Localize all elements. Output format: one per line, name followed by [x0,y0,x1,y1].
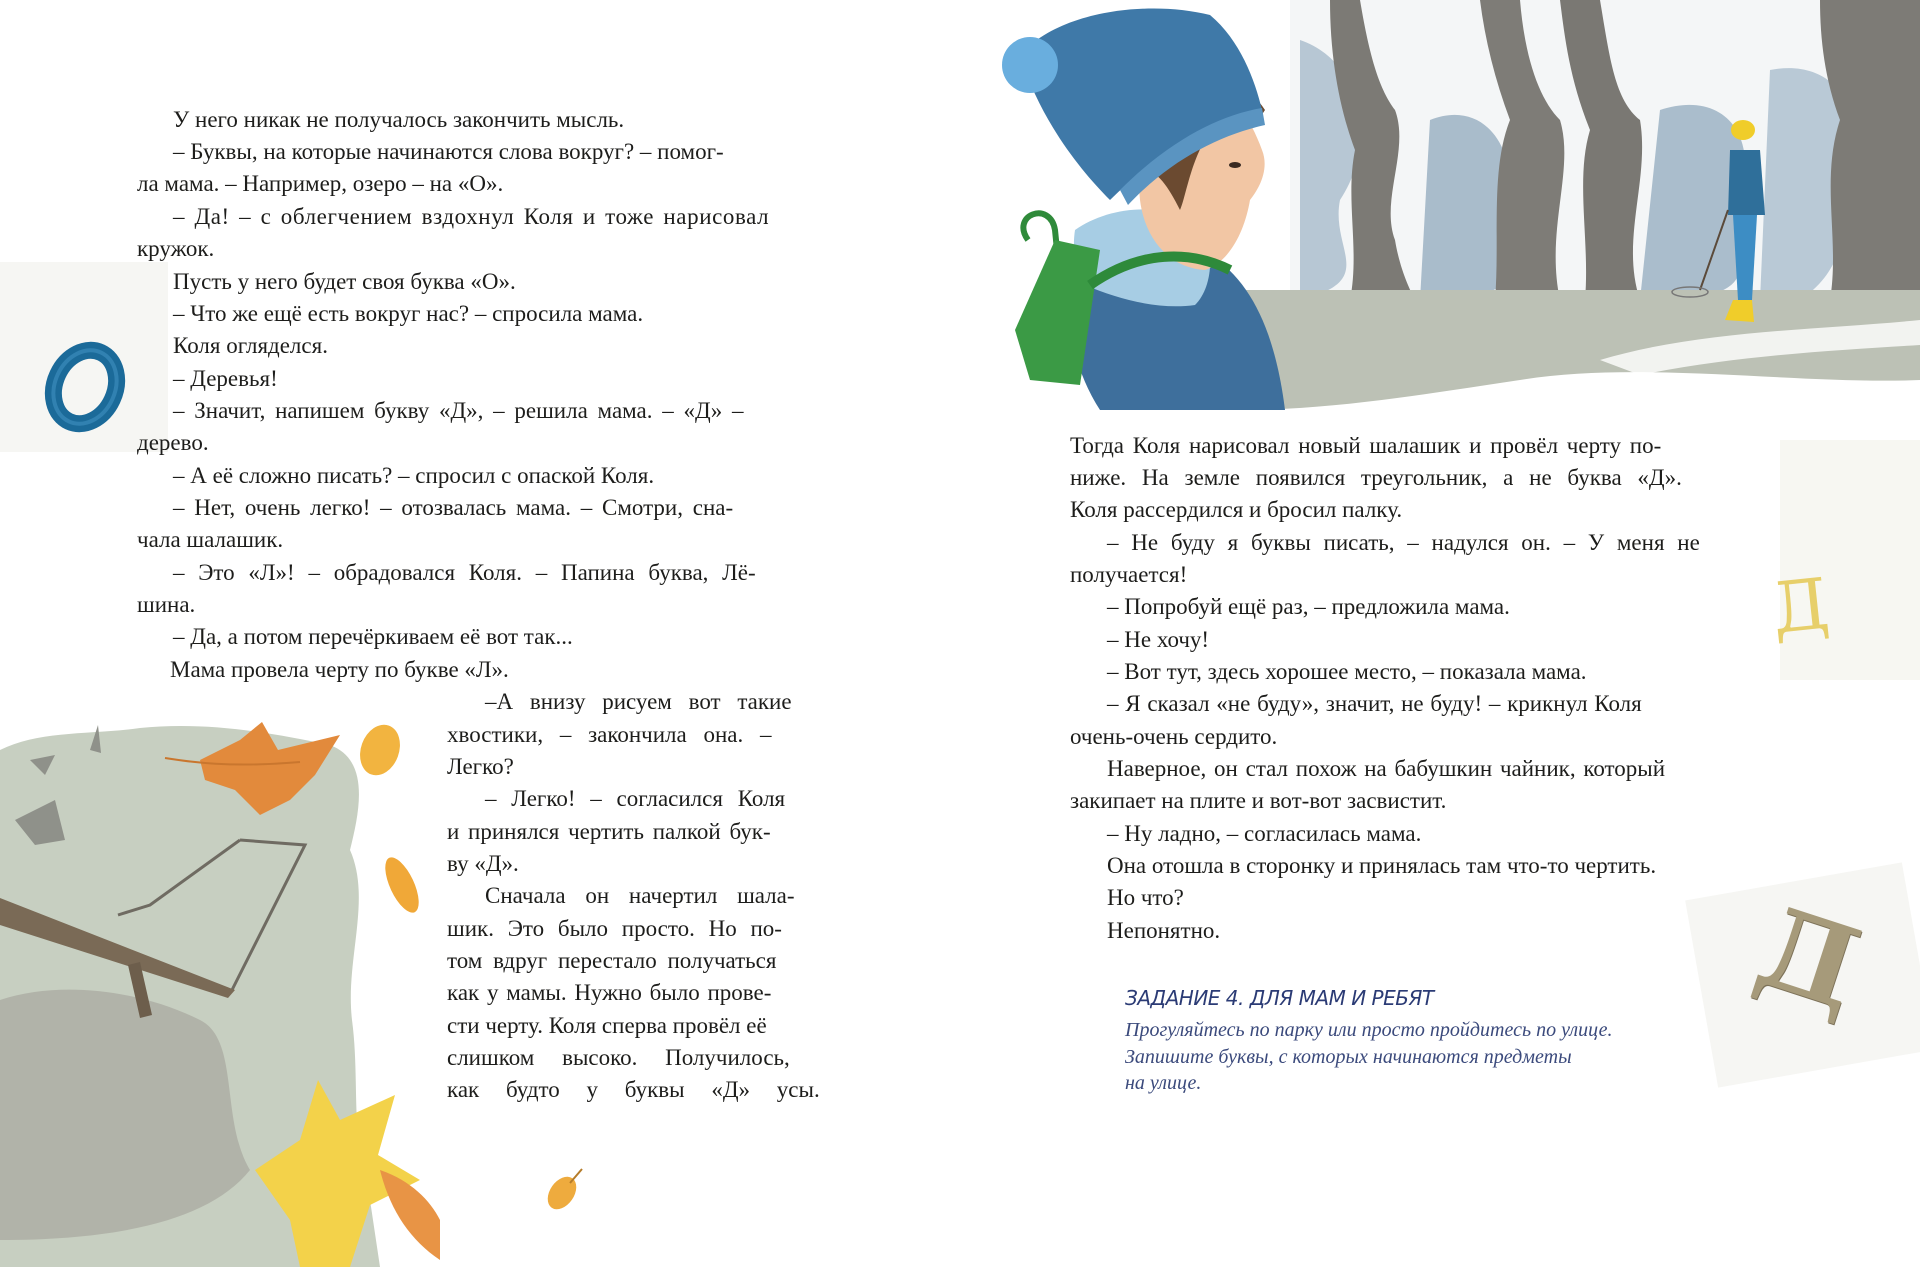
text-line: Мама провела черту по букве «Л». [170,657,509,682]
text-line: – Не буду я буквы писать, – надулся он. – У меня не [1107,530,1700,555]
task-title: ЗАДАНИЕ 4. ДЛЯ МАМ И РЕБЯТ [1125,986,1434,1010]
text-line: Наверное, он стал похож на бабушкин чайник, который [1107,756,1666,781]
falling-leaf-illustration [540,1165,590,1215]
text-line: слишком высоко. Получилось, [447,1045,790,1070]
text-line: чала шалашик. [137,527,284,552]
text-line: – Да, а потом перечёркиваем её вот так... [173,624,573,649]
text-line: Она отошла в сторонку и принялась там что-то чертить. [1107,853,1657,878]
text-line: Пусть у него будет своя буква «О». [173,269,516,294]
text-line: Коля огляделся. [173,333,328,358]
task-text-line: Прогуляйтесь по парку или просто пройдитесь по улице. [1125,1019,1613,1041]
text-line: Коля рассердился и бросил палку. [1070,497,1403,522]
text-line: – Не хочу! [1107,627,1210,652]
text-line: Тогда Коля нарисовал новый шалашик и провёл черту по- [1070,433,1662,458]
text-line: получается! [1070,562,1188,587]
text-line: ву «Д». [447,851,519,876]
text-line: очень-очень сердито. [1070,724,1278,749]
task-text-line: Запишите буквы, с которых начинаются предметы [1125,1046,1572,1068]
text-line: – Значит, напишем букву «Д», – решила мама. – «Д» – [173,398,744,423]
text-line: закипает на плите и вот-вот засвистит. [1070,788,1447,813]
text-line: – Это «Л»! – обрадовался Коля. – Папина буква, Лё- [173,560,756,585]
text-line: –А внизу рисуем вот такие [485,689,792,714]
text-line: шина. [137,592,196,617]
text-line: У него никак не получалось закончить мысль. [173,107,625,132]
text-line: – Деревья! [173,366,278,391]
text-line: – Вот тут, здесь хорошее место, – показала мама. [1107,659,1587,684]
right-page [960,0,1920,1267]
text-line: – Буквы, на которые начинаются слова вокруг? – помог- [173,139,724,164]
task-text-line: на улице. [1125,1072,1202,1094]
text-line: ла мама. – Например, озеро – на «О». [137,171,504,196]
text-line: Легко? [447,754,514,779]
text-line: – Что же ещё есть вокруг нас? – спросила мама. [173,301,644,326]
letter-d-yellow-illustration: Д [1767,562,1834,650]
yellow-hat [1731,120,1755,140]
text-line: как будто у буквы «Д» усы. [447,1077,820,1102]
boy-in-park-illustration [1000,0,1920,420]
letter-o-illustration [40,340,130,435]
text-line: – Ну ладно, – согласилась мама. [1107,821,1422,846]
text-line: хвостики, – закончила она. – [447,722,772,747]
text-line: как у мамы. Нужно было прове- [447,980,772,1005]
text-line: ниже. На земле появился треугольник, а не буква «Д». [1070,465,1682,490]
text-line: шик. Это было просто. Но по- [447,916,782,941]
text-line: – Легко! – согласился Коля [485,786,786,811]
text-line: Непонятно. [1107,918,1221,943]
text-line: Сначала он начертил шала- [485,883,795,908]
text-line: – А её сложно писать? – спросил с опаской Коля. [173,463,655,488]
letter-d-wood-illustration: Д [1742,881,1876,1035]
text-line: кружок. [137,236,215,261]
text-line: и принялся чертить палкой бук- [447,819,771,844]
text-line: – Я сказал «не буду», значит, не буду! – крикнул Коля [1107,691,1642,716]
ground-with-stick-illustration [0,700,440,1267]
text-line: дерево. [137,430,209,455]
text-line: Но что? [1107,885,1184,910]
ring-icon [40,340,130,435]
text-line: – Попробуй ещё раз, – предложила мама. [1107,594,1510,619]
text-line: – Нет, очень легко! – отозвалась мама. – Смотри, сна- [173,495,734,520]
text-line: том вдруг перестало получаться [447,948,777,973]
text-line: сти черту. Коля сперва провёл её [447,1013,767,1038]
text-line: – Да! – с облегчением вздохнул Коля и тоже нарисовал [173,204,770,229]
